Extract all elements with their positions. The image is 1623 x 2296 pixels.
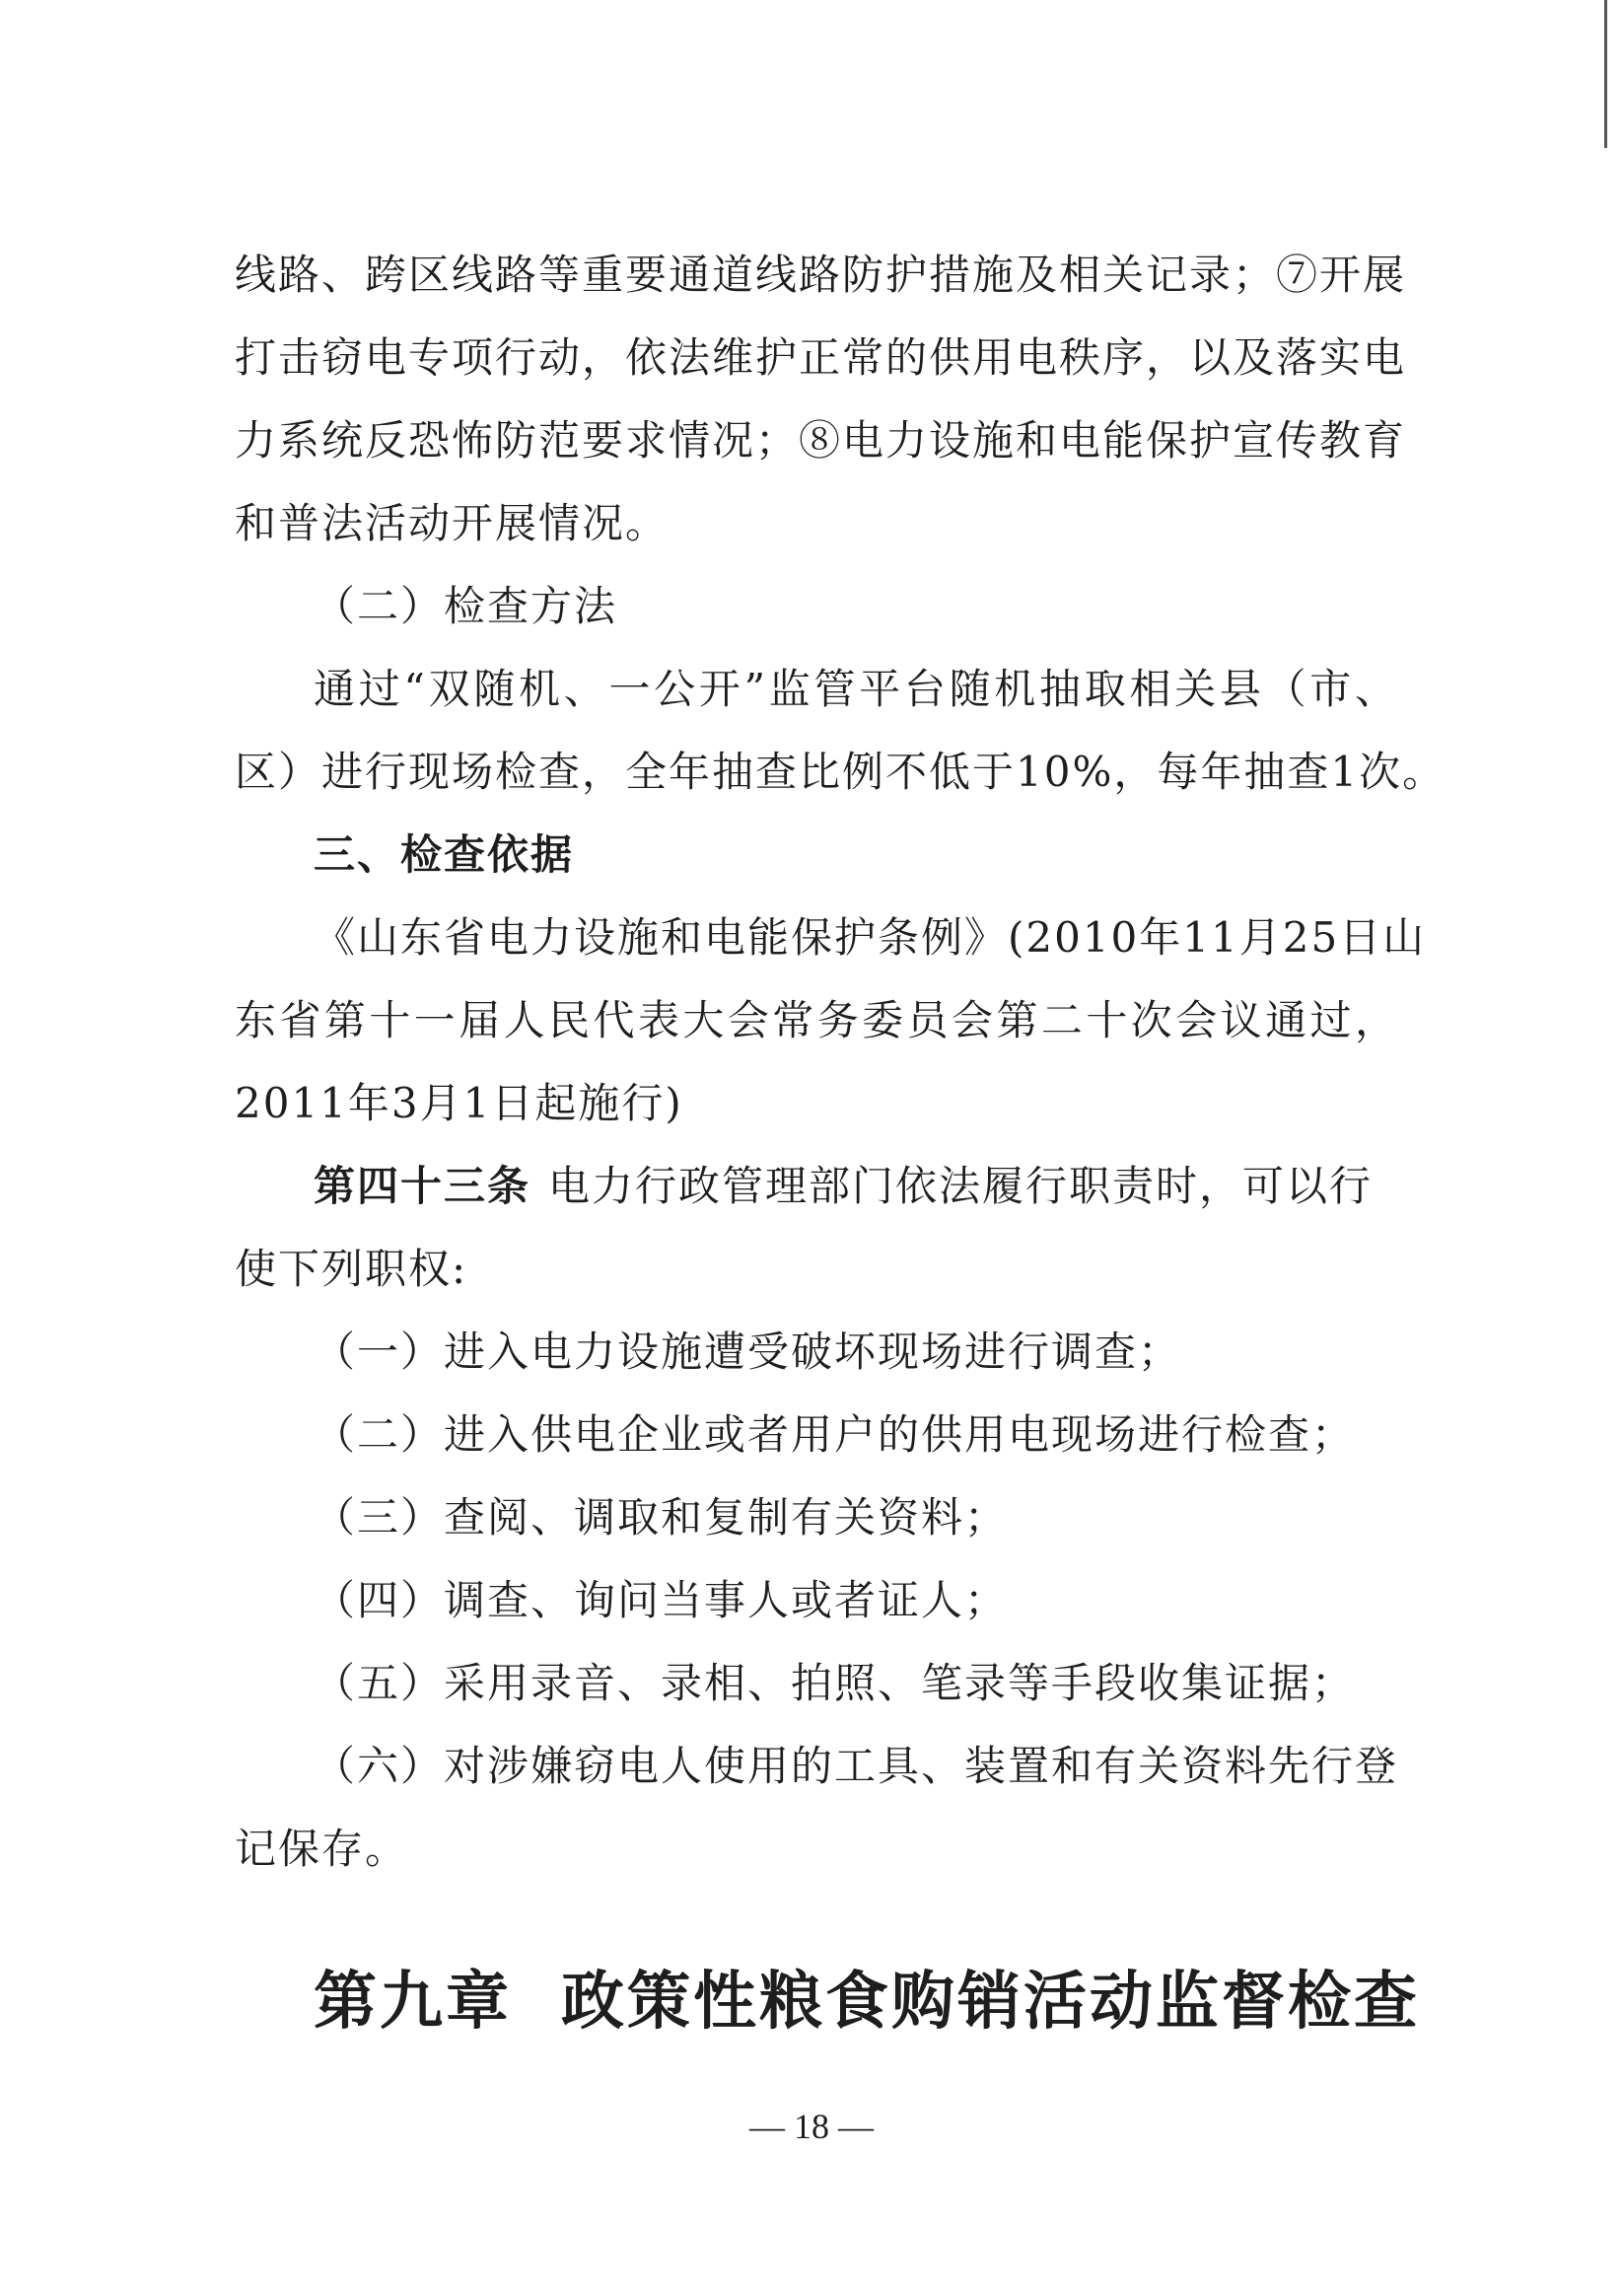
article-line — [314, 1158, 1398, 1215]
subheading-method: （二）检查方法 — [314, 582, 618, 630]
list-item: （四）调查、询问当事人或者证人； — [314, 1576, 1009, 1624]
list-item: （五）采用录音、录相、拍照、笔录等手段收集证据； — [314, 1659, 1356, 1707]
paragraph-line: 力系统反恐怖防范要求情况；⑧电力设施和电能保护宣传教育 — [235, 416, 1407, 465]
chapter-heading — [314, 1963, 1420, 2042]
article-text: 电力行政管理部门依法履行职责时，可以行 — [548, 1162, 1374, 1210]
list-item: （一）进入电力设施遭受破坏现场进行调查； — [314, 1327, 1182, 1376]
paragraph-line: 线路、跨区线路等重要通道线路防护措施及相关记录；⑦开展 — [235, 251, 1407, 299]
scan-border-line — [1604, 0, 1607, 148]
regulation-title-line: 《山东省电力设施和电能保护条例》(2010年11月25日山 — [314, 913, 1427, 962]
article-label: 第四十三条 — [314, 1162, 531, 1210]
list-item: （三）查阅、调取和复制有关资料； — [314, 1493, 1009, 1542]
chapter-number: 第九章 — [314, 1965, 512, 2039]
paragraph-line: 使下列职权: — [235, 1245, 468, 1293]
paragraph-line: 通过“双随机、一公开”监管平台随机抽取相关县（市、 — [314, 665, 1398, 713]
paragraph-line: 2011年3月1日起施行) — [235, 1079, 683, 1127]
section-heading: 三、检查依据 — [314, 830, 575, 879]
paragraph-line: 和普法活动开展情况。 — [235, 499, 670, 547]
list-item-continued: 记保存。 — [235, 1825, 409, 1873]
paragraph-line: 打击窃电专项行动，依法维护正常的供用电秩序，以及落实电 — [235, 333, 1407, 382]
paragraph-line: 东省第十一届人民代表大会常务委员会第二十次会议通过， — [235, 996, 1398, 1044]
list-item: （二）进入供电企业或者用户的供用电现场进行检查； — [314, 1410, 1356, 1459]
chapter-title: 政策性粮食购销活动监督检查 — [561, 1965, 1420, 2039]
list-item: （六）对涉嫌窃电人使用的工具、装置和有关资料先行登 — [314, 1742, 1399, 1790]
page-number: — 18 — — [749, 2107, 874, 2146]
paragraph-line: 区）进行现场检查，全年抽查比例不低于10%，每年抽查1次。 — [235, 748, 1447, 796]
